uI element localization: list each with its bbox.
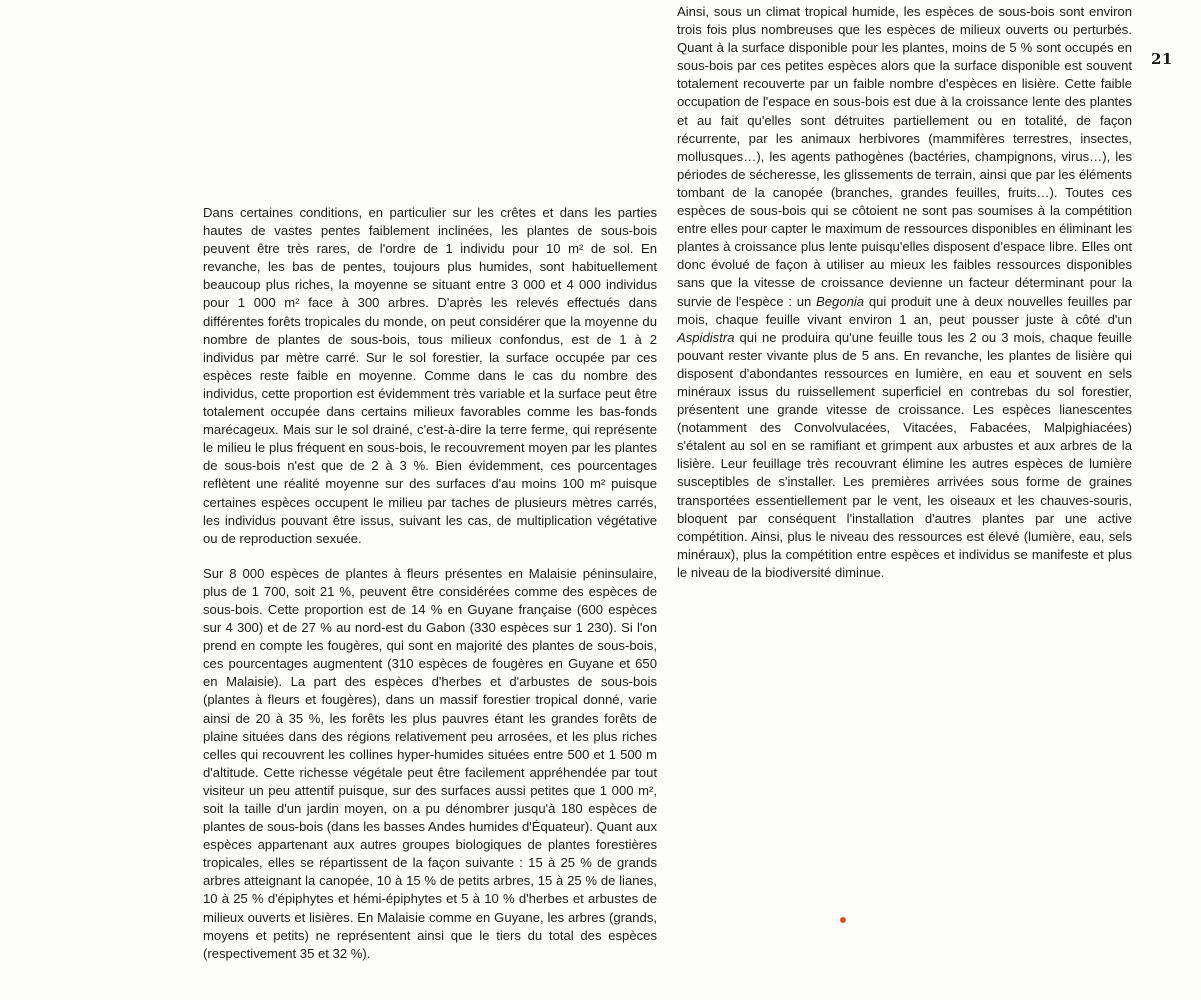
page-number: 21 — [1151, 50, 1173, 68]
right-paragraph-text-c: qui ne produira qu'une feuille tous les 2 ou 3 mois, chaque feuille pouvant rester vivante plus de 5 ans. En revanche, les plantes de lisière qui disposent d'abondantes ressources en lumière, en eau et souvent en sels minéraux issus du ruissellement superficiel en contrebas du sol forestier, présentent une grande vitesse de croissance. Les espèces lianescentes (notamment des Convolvulacées, Vitacées, Fabacées, Malpighiacées) s'étalent au sol en se ramifiant et grimpent aux arbustes et aux arbres de la lisière. Leur feuillage très recouvrant élimine les autres espèces de lumière susceptibles de s'installer. Les premières arrivées sous forme de graines transportées essentiellement par le vent, les oiseaux et les chauves-souris, bloquent par conséquent l'installation d'autres plantes par une active compétition. Ainsi, plus le niveau des ressources est élevé (lumière, eau, sels minéraux), plus la compétition entre espèces et individus se manifeste et plus le niveau de la biodiversité diminue. — [677, 329, 1132, 580]
italic-genus-aspidistra: Aspidistra — [677, 329, 735, 345]
right-text-column — [677, 3, 1132, 582]
italic-genus-begonia: Begonia — [816, 293, 865, 309]
left-paragraph-2: Sur 8 000 espèces de plantes à fleurs présentes en Malaisie péninsulaire, plus de 1 700, soit 21 %, peuvent être considérées comme des espèces de sous-bois. Cette proportion est de 14 % en Guyane française (600 espèces sur 4 300) et de 27 % au nord-est du Gabon (330 espèces sur 1 230). Si l'on prend en compte les fougères, qui sont en majorité des plantes de sous-bois, ces pourcentages augmentent (310 espèces de fougères en Guyane et 650 en Malaisie). La part des espèces d'herbes et d'arbustes de sous-bois (plantes à fleurs et fougères), dans un massif forestier tropical donné, varie ainsi de 20 à 35 %, les forêts les plus pauvres étant les grandes forêts de plaine situées dans des régions relativement peu arrosées, et les plus riches celles qui recouvrent les collines hyper-humides situées entre 500 et 1 500 m d'altitude. Cette richesse végétale peut être facilement appréhendée par tout visiteur un peu attentif puisque, sur des surfaces aussi petites que 1 000 m², soit la taille d'un jardin moyen, on a pu dénombrer jusqu'à 180 espèces de plantes de sous-bois (dans les basses Andes humides d'Équateur). Quant aux espèces appartenant aux autres groupes biologiques de plantes forestières tropicales, elles se répartissent de la façon suivante : 15 à 25 % de grands arbres atteignant la canopée, 10 à 15 % de petits arbres, 15 à 25 % de lianes, 10 à 25 % d'épiphytes et hémi-épiphytes et 5 à 10 % d'herbes et arbustes de milieux ouverts et lisières. En Malaisie comme en Guyane, les arbres (grands, moyens et petits) ne représentent ainsi que le tiers du total des espèces (respectivement 35 et 32 %). — [203, 565, 657, 961]
right-paragraph-text-a: Ainsi, sous un climat tropical humide, les espèces de sous-bois sont environ trois fois plus nombreuses que les espèces de milieux ouverts ou perturbés. Quant à la surface disponible pour les plantes, moins de 5 % sont occupés en sous-bois par ces petites espèces alors que la surface disponible est souvent totalement recouverte par un faible nombre d'espèces en lisière. Cette faible occupation de l'espace en sous-bois est due à la croissance lente des plantes et au fait qu'elles sont détruites partiellement ou en totalité, de façon récurrente, par les animaux herbivores (mammifères terrestres, insectes, mollusques…), les agents pathogènes (bactéries, champignons, virus…), les périodes de sécheresse, les glissements de terrain, ainsi que par les éléments tombant de la canopée (branches, grandes feuilles, fruits…). Toutes ces espèces de sous-bois qui se côtoient ne sont pas soumises à la compétition entre elles pour capter le maximum de ressources disponibles en éliminant les plantes à croissance plus lente puisqu'elles disposent d'espace libre. Elles ont donc évolué de façon à utiliser au mieux les faibles ressources disponibles sans que la vitesse de croissance devienne un facteur déterminant pour la survie de l'espèce : un — [677, 4, 1132, 309]
left-text-column — [203, 204, 657, 963]
right-paragraph — [677, 3, 1132, 582]
right-paragraph-text-b: qui produit une à deux nouvelles feuilles par mois, chaque feuille vivant environ 1 an, peut pousser juste à côté d'un — [677, 293, 1133, 327]
left-paragraph-1: Dans certaines conditions, en particulier sur les crêtes et dans les parties hautes de vastes pentes faiblement inclinées, les plantes de sous-bois peuvent être très rares, de l'ordre de 1 individu pour 10 m² de sol. En revanche, les bas de pentes, toujours plus humides, sont habituellement beaucoup plus riches, la moyenne se situant entre 3 000 et 4 000 individus pour 1 000 m² face à 300 arbres. D'après les relevés effectués dans différentes forêts tropicales du monde, on peut considérer que la moyenne du nombre de plantes de sous-bois, tous milieux confondus, est de 1 à 2 individus par mètre carré. Sur le sol forestier, la surface occupée par ces espèces reste faible en moyenne. Comme dans le cas du nombre des individus, cette proportion est évidemment très variable et la surface peut être totalement occupée dans certains milieux favorables comme les bas-fonds marécageux. Mais sur le sol drainé, c'est-à-dire la terre ferme, qui représente le milieu le plus fréquent en sous-bois, le recouvrement moyen par les plantes de sous-bois n'est que de 2 à 3 %. Bien évidemment, ces pourcentages reflètent une réalité moyenne sur des surfaces d'au moins 100 m² puisque certaines espèces occupent le milieu par taches de plusieurs mètres carrés, les individus pouvant être issus, suivant les cas, de multiplication végétative ou de reproduction sexuée. — [203, 205, 657, 546]
ink-speck-mark — [840, 917, 846, 923]
